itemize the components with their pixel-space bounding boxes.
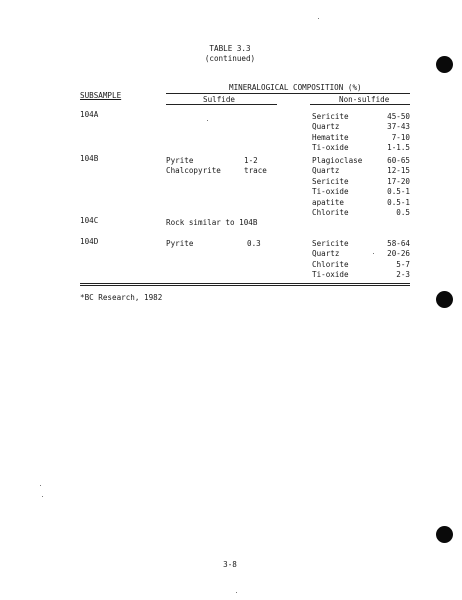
mineral-name: Chlorite [312, 259, 349, 269]
nonsulfide-values [370, 239, 410, 281]
nonsulfide-minerals [312, 156, 362, 218]
sulfide-values [247, 239, 261, 249]
mineral-value: trace [244, 166, 267, 176]
mineral-name: Quartz [312, 122, 340, 132]
mineral-value: 0.5-1 [387, 187, 410, 197]
mineral-name: Ti-oxide [312, 143, 349, 153]
mineral-name: Quartz [312, 249, 340, 259]
mineral-name: Hematite [312, 132, 349, 142]
punch-hole-middle [436, 291, 453, 308]
scan-speck [42, 496, 43, 497]
mineral-value: 20-26 [387, 249, 410, 259]
non-sulfide-header-rule [310, 104, 410, 105]
mineral-name: Sericite [312, 112, 349, 121]
mineral-name: Sericite [312, 239, 349, 248]
punch-hole-bottom [436, 526, 453, 543]
mineral-value: 45-50 [387, 112, 410, 121]
mineral-name: Chlorite [312, 207, 349, 217]
nonsulfide-values [370, 156, 410, 218]
subsample-id: 104A [80, 110, 99, 119]
sulfide-header-rule [166, 104, 277, 105]
mineral-name: Ti-oxide [312, 187, 349, 197]
punch-hole-top [436, 56, 453, 73]
mineral-name: Pyrite [166, 239, 194, 248]
mineral-value: 5-7 [396, 259, 410, 269]
scan-speck [373, 253, 374, 254]
mineral-value: 0.3 [247, 239, 261, 248]
subsample-id: 104B [80, 154, 99, 163]
mineral-value: 2-3 [396, 270, 410, 280]
mineral-name: apatite [312, 197, 345, 207]
sulfide-values [244, 156, 267, 177]
scan-speck [236, 592, 237, 593]
nonsulfide-values [370, 112, 410, 154]
mineral-value: 37-43 [387, 122, 410, 132]
mineral-name: Sericite [312, 176, 349, 186]
subsample-note: Rock similar to 104B [166, 218, 258, 227]
table-bottom-rule-second [80, 285, 410, 286]
sulfide-header: Sulfide [203, 95, 236, 104]
scan-speck [207, 120, 208, 121]
subsample-id: 104C [80, 216, 99, 225]
scan-speck [318, 18, 319, 19]
sulfide-minerals [166, 239, 193, 249]
source-footnote: *BC Research, 1982 [80, 293, 163, 302]
mineral-value: 7-10 [391, 132, 410, 142]
page-number: 3-8 [223, 560, 237, 569]
table-title: TABLE 3.3 [209, 44, 251, 53]
sulfide-minerals [166, 156, 221, 177]
mineral-value: 12-15 [387, 166, 410, 176]
mineral-value: 58-64 [387, 239, 410, 248]
mineral-value: 1-2 [244, 156, 258, 165]
composition-header: MINERALOGICAL COMPOSITION (%) [229, 83, 362, 92]
mineral-name: Ti-oxide [312, 270, 349, 280]
subsample-id: 104D [80, 237, 99, 246]
nonsulfide-minerals [312, 112, 349, 154]
table-subtitle: (continued) [204, 54, 256, 63]
mineral-value: 0.5-1 [387, 197, 410, 207]
non-sulfide-header: Non-sulfide [339, 95, 390, 104]
mineral-name: Quartz [312, 166, 340, 176]
mineral-name: Plagioclase [312, 156, 363, 165]
table-bottom-rule [80, 283, 410, 284]
mineral-value: 1-1.5 [387, 143, 410, 153]
mineral-name: Chalcopyrite [166, 166, 221, 176]
mineral-name: Pyrite [166, 156, 194, 165]
nonsulfide-minerals [312, 239, 349, 281]
mineral-value: 60-65 [387, 156, 410, 165]
mineral-value: 17-20 [387, 176, 410, 186]
subsample-header: SUBSAMPLE [80, 91, 122, 100]
scan-speck [40, 485, 41, 486]
mineral-value: 0.5 [396, 207, 410, 217]
header-group-rule [166, 93, 410, 94]
